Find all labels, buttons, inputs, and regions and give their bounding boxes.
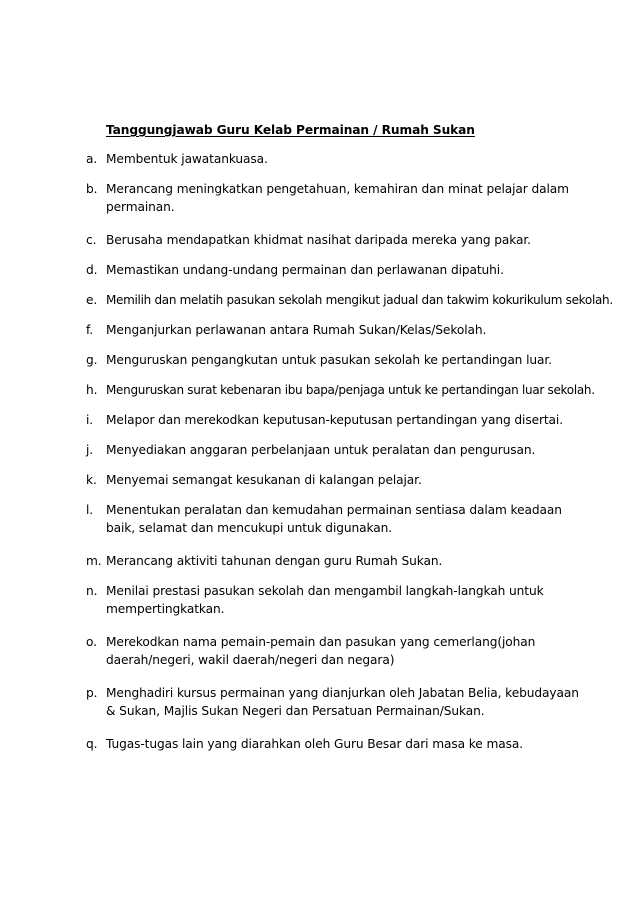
list-item [86,553,626,571]
document-title: Tanggungjawab Guru Kelab Permainan / Rumah Sukan [106,123,475,137]
list-item-text: Menyemai semangat kesukanan di kalangan pelajar. [106,473,422,487]
list-item [86,352,626,370]
list-item-marker: i. [86,413,94,427]
list-item-text: Menyediakan anggaran perbelanjaan untuk peralatan dan pengurusan. [106,443,536,457]
list-item-text: Tugas-tugas lain yang diarahkan oleh Guru Besar dari masa ke masa. [106,737,523,751]
list-item-text: Menghadiri kursus permainan yang dianjurkan oleh Jabatan Belia, kebudayaan & Sukan, Majlis Sukan Negeri dan Persatuan Permainan/Sukan. [106,686,579,718]
list-item-text: Merancang aktiviti tahunan dengan guru Rumah Sukan. [106,554,443,568]
list-item [86,736,626,754]
list-item [86,232,626,250]
list-item-marker: a. [86,152,98,166]
list-item [86,382,626,400]
list-item-text: Melapor dan merekodkan keputusan-keputusan pertandingan yang disertai. [106,413,563,427]
list-item [86,292,626,310]
list-item-text: Berusaha mendapatkan khidmat nasihat daripada mereka yang pakar. [106,233,531,247]
list-item-text: Membentuk jawatankuasa. [106,152,268,166]
list-item [86,583,626,618]
list-item [86,322,626,340]
list-item-marker: q. [86,737,98,751]
list-item-marker: e. [86,293,98,307]
list-item-text: Merekodkan nama pemain-pemain dan pasukan yang cemerlang(johan daerah/negeri, wakil daerah/negeri dan negara) [106,635,536,667]
list-item [86,502,626,537]
list-item-text: Merancang meningkatkan pengetahuan, kemahiran dan minat pelajar dalam permainan. [106,182,569,214]
list-item-marker: j. [86,443,94,457]
list-item-marker: k. [86,473,97,487]
list-item-marker: c. [86,233,97,247]
list-item-text: Memastikan undang-undang permainan dan perlawanan dipatuhi. [106,263,504,277]
list-item [86,151,626,169]
list-item-marker: m. [86,554,102,568]
list-item-marker: l. [86,503,94,517]
list-item-marker: b. [86,182,98,196]
list-item-text: Memilih dan melatih pasukan sekolah mengikut jadual dan takwim kokurikulum sekolah. [106,293,613,307]
list-item-marker: h. [86,383,98,397]
list-item-marker: o. [86,635,97,649]
list-item-text: Menguruskan pengangkutan untuk pasukan sekolah ke pertandingan luar. [106,353,552,367]
list-item [86,442,626,460]
list-item-marker: f. [86,323,94,337]
list-item [86,412,626,430]
list-item-text: Menguruskan surat kebenaran ibu bapa/penjaga untuk ke pertandingan luar sekolah. [106,383,595,397]
list-item-marker: n. [86,584,98,598]
list-item-marker: p. [86,686,98,700]
list-item-text: Menentukan peralatan dan kemudahan permainan sentiasa dalam keadaan baik, selamat dan mencukupi untuk digunakan. [106,503,562,535]
list-item [86,262,626,280]
list-item [86,634,626,669]
list-item-marker: g. [86,353,98,367]
list-item [86,181,626,216]
list-item [86,472,626,490]
list-item-text: Menilai prestasi pasukan sekolah dan mengambil langkah-langkah untuk mempertingkatkan. [106,584,544,616]
list-item-text: Menganjurkan perlawanan antara Rumah Sukan/Kelas/Sekolah. [106,323,487,337]
list-item [86,685,626,720]
list-item-marker: d. [86,263,98,277]
